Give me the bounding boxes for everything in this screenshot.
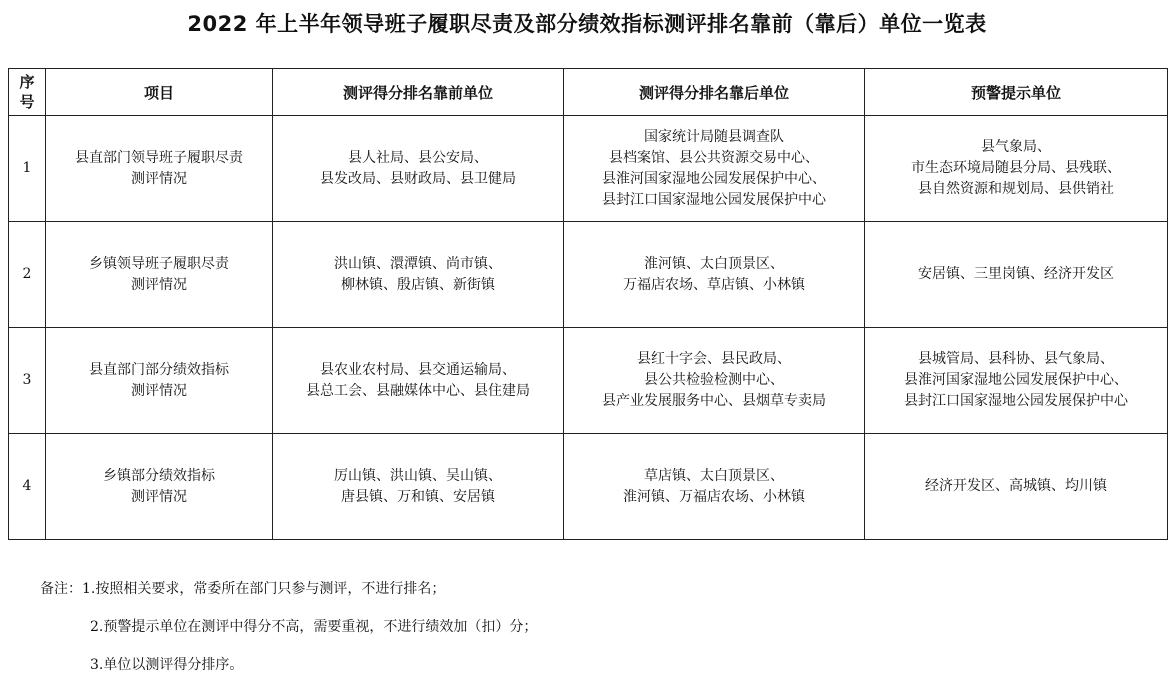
cell-line: 县淮河国家湿地公园发展保护中心、 — [602, 170, 826, 187]
cell-line: 草店镇、太白顶景区、 — [644, 467, 784, 484]
cell-line: 测评情况 — [131, 170, 187, 187]
cell-line: 县封江口国家湿地公园发展保护中心 — [904, 393, 1128, 409]
cell-line: 乡镇部分绩效指标 — [103, 467, 215, 484]
cell-line: 县自然资源和规划局、县供销社 — [918, 181, 1114, 197]
row-bottom-units — [564, 434, 865, 540]
cell-line: 县淮河国家湿地公园发展保护中心、 — [904, 372, 1128, 388]
note-line: 备注：1.按照相关要求，常委所在部门只参与测评，不进行排名； — [40, 581, 446, 597]
note-line: 2.预警提示单位在测评中得分不高，需要重视，不进行绩效加（扣）分； — [90, 619, 538, 635]
cell-line: 淮河镇、太白顶景区、 — [644, 255, 784, 272]
cell-line: 厉山镇、洪山镇、吴山镇、 — [334, 467, 502, 484]
row-warning-units — [865, 328, 1168, 434]
cell-line: 安居镇、三里岗镇、经济开发区 — [918, 266, 1114, 282]
table-row — [9, 434, 1168, 540]
table-header-row — [9, 69, 1168, 116]
cell-line: 淮河镇、万福店农场、小林镇 — [623, 488, 805, 505]
cell-line: 县农业农村局、县交通运输局、 — [320, 361, 516, 378]
cell-line: 县公共检验检测中心、 — [644, 372, 784, 388]
row-seq: 3 — [9, 328, 46, 434]
row-warning-units — [865, 222, 1168, 328]
row-seq: 2 — [9, 222, 46, 328]
cell-line: 县总工会、县融媒体中心、县住建局 — [306, 382, 530, 399]
row-seq: 1 — [9, 116, 46, 222]
header-seq-line: 序 — [19, 73, 35, 91]
row-warning-units — [865, 434, 1168, 540]
cell-line: 市生态环境局随县分局、县残联、 — [911, 160, 1121, 176]
cell-line: 县直部门领导班子履职尽责 — [75, 149, 243, 166]
row-item — [46, 434, 273, 540]
cell-line: 县直部门部分绩效指标 — [89, 361, 229, 378]
row-bottom-units — [564, 328, 865, 434]
ranking-table — [8, 68, 1168, 540]
cell-line: 县气象局、 — [981, 139, 1051, 155]
document-title: 2022 年上半年领导班子履职尽责及部分绩效指标测评排名靠前（靠后）单位一览表 — [187, 12, 987, 36]
table-row — [9, 222, 1168, 328]
note-line: 3.单位以测评得分排序。 — [90, 657, 244, 673]
cell-line: 县人社局、县公安局、 — [348, 149, 488, 166]
header-top-units: 测评得分排名靠前单位 — [273, 69, 564, 116]
cell-line: 县红十字会、县民政局、 — [637, 351, 791, 367]
table-row — [9, 116, 1168, 222]
cell-line: 县发改局、县财政局、县卫健局 — [320, 170, 516, 187]
cell-line: 国家统计局随县调查队 — [644, 128, 784, 145]
row-top-units — [273, 222, 564, 328]
row-bottom-units — [564, 116, 865, 222]
row-seq: 4 — [9, 434, 46, 540]
cell-line: 县封江口国家湿地公园发展保护中心 — [602, 191, 826, 208]
cell-line: 乡镇领导班子履职尽责 — [89, 255, 229, 272]
header-seq — [9, 69, 46, 116]
cell-line: 唐县镇、万和镇、安居镇 — [341, 488, 495, 505]
row-item — [46, 222, 273, 328]
header-bottom-units: 测评得分排名靠后单位 — [564, 69, 865, 116]
row-top-units — [273, 116, 564, 222]
table-row — [9, 328, 1168, 434]
row-item — [46, 116, 273, 222]
cell-line: 洪山镇、澴潭镇、尚市镇、 — [334, 255, 502, 272]
cell-line: 柳林镇、殷店镇、新街镇 — [341, 276, 495, 293]
cell-line: 县城管局、县科协、县气象局、 — [918, 351, 1114, 367]
cell-line: 县产业发展服务中心、县烟草专卖局 — [602, 393, 826, 409]
cell-line: 测评情况 — [131, 276, 187, 293]
header-item: 项目 — [46, 69, 273, 116]
row-top-units — [273, 328, 564, 434]
cell-line: 经济开发区、高城镇、均川镇 — [925, 478, 1107, 494]
row-warning-units — [865, 116, 1168, 222]
row-item — [46, 328, 273, 434]
header-warning-units: 预警提示单位 — [865, 69, 1168, 116]
header-seq-line: 号 — [19, 93, 35, 111]
row-top-units — [273, 434, 564, 540]
cell-line: 县档案馆、县公共资源交易中心、 — [609, 149, 819, 166]
row-bottom-units — [564, 222, 865, 328]
cell-line: 测评情况 — [131, 382, 187, 399]
cell-line: 测评情况 — [131, 488, 187, 505]
cell-line: 万福店农场、草店镇、小林镇 — [623, 276, 805, 293]
